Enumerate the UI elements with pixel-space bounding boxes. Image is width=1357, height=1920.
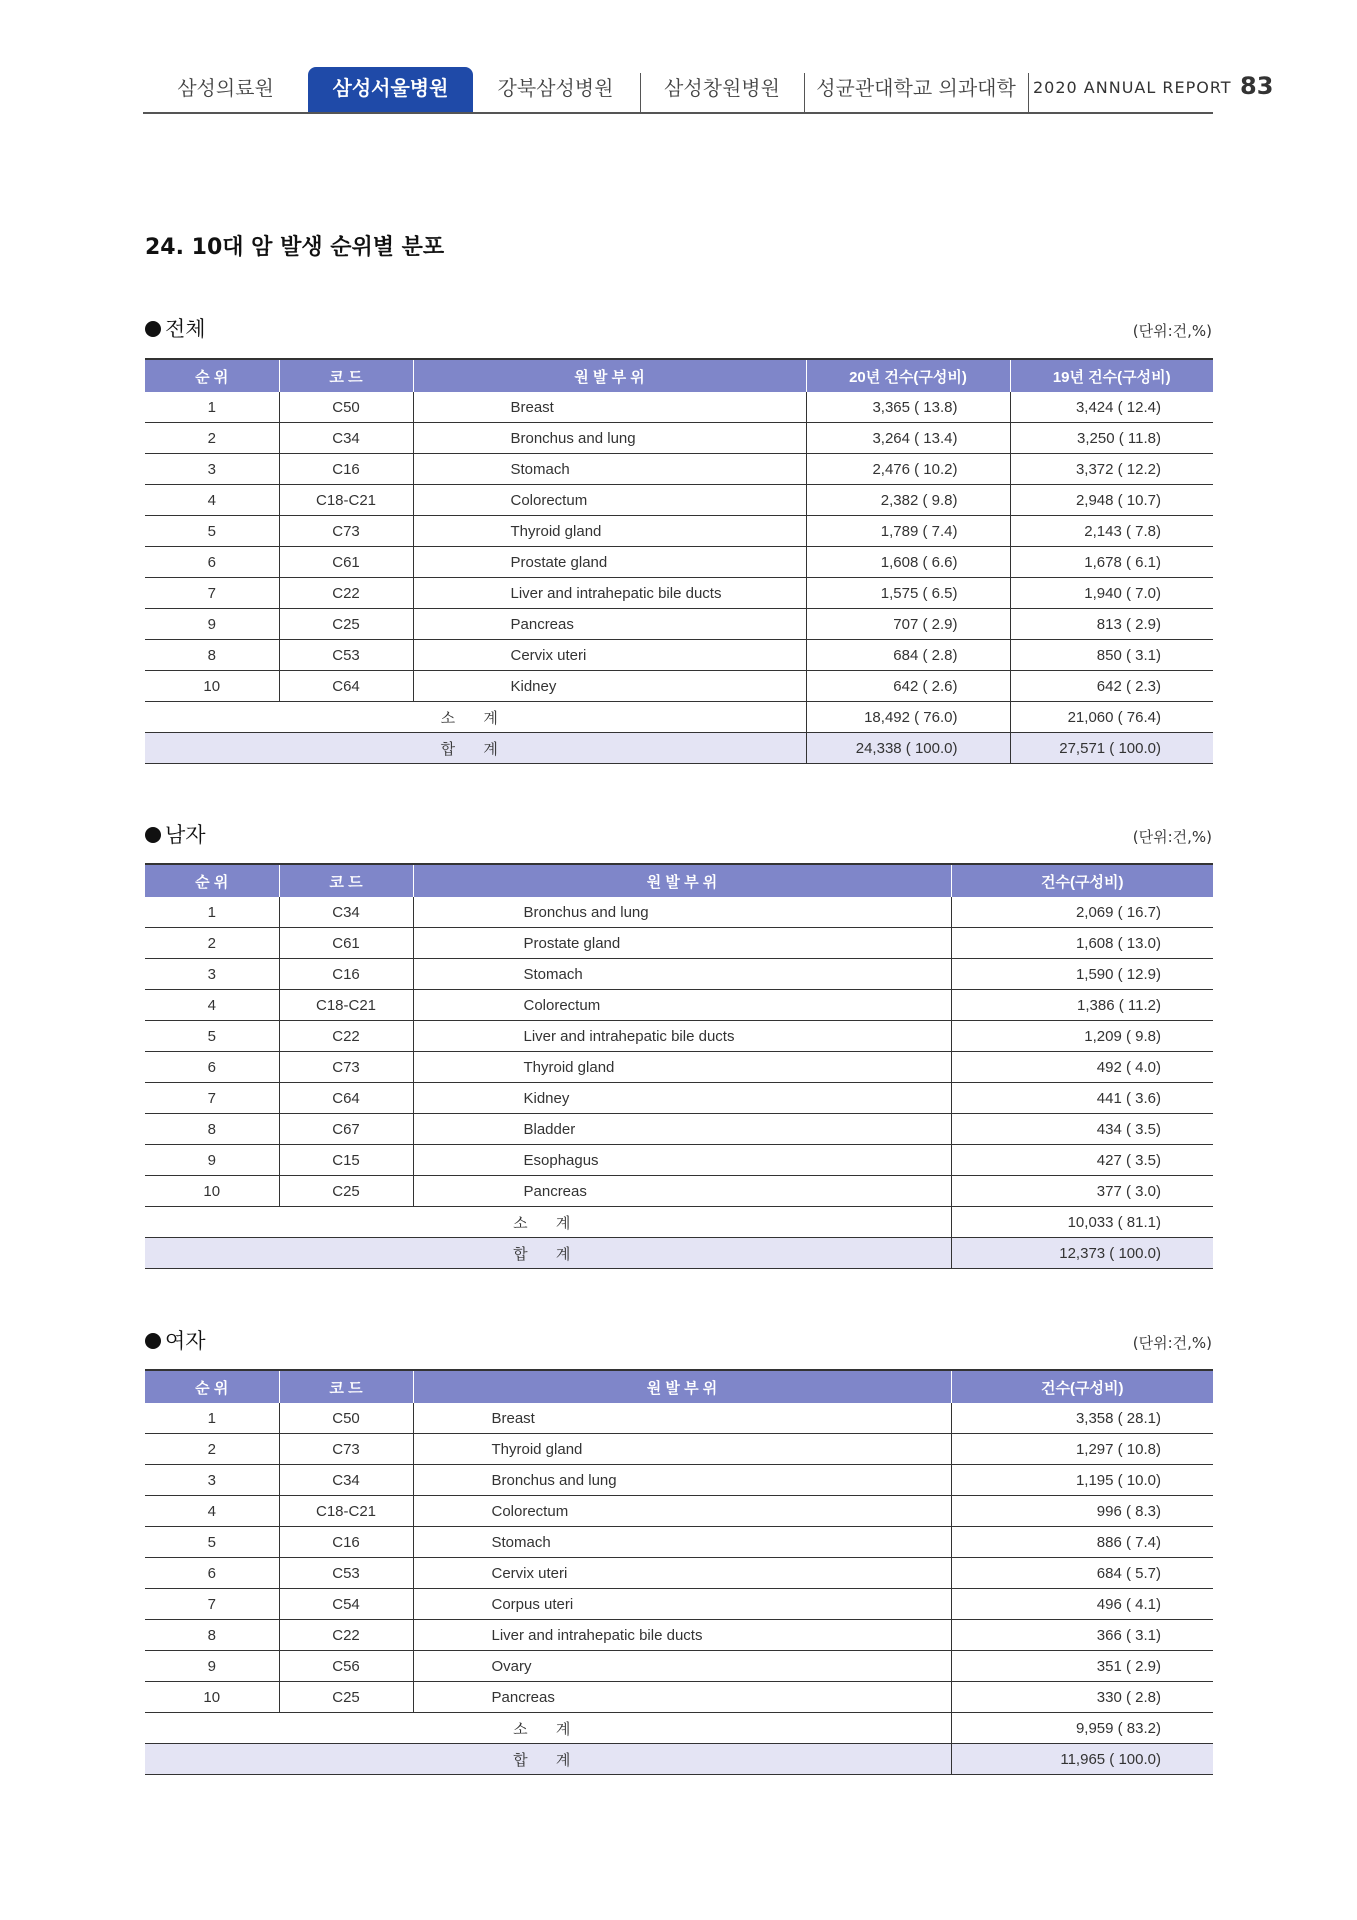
cell-code: C73 <box>279 516 413 547</box>
cell-rank: 5 <box>145 516 279 547</box>
cell-site: Stomach <box>413 1527 951 1558</box>
cell-y19: 1,678 ( 6.1) <box>1010 547 1213 578</box>
cell-rank: 9 <box>145 1651 279 1682</box>
cell-site: Cervix uteri <box>413 1558 951 1589</box>
cell-code: C16 <box>279 1527 413 1558</box>
table-header-row <box>145 864 1213 897</box>
table-row <box>145 1434 1213 1465</box>
subtotal-count: 9,959 ( 83.2) <box>951 1713 1213 1744</box>
tab-skku-medicine[interactable]: 성균관대학교 의과대학 <box>816 76 1016 100</box>
total-2020: 24,338 ( 100.0) <box>806 733 1010 764</box>
total-row <box>145 1238 1213 1269</box>
cell-y19: 3,424 ( 12.4) <box>1010 392 1213 423</box>
cell-count: 427 ( 3.5) <box>951 1145 1213 1176</box>
cell-y19: 642 ( 2.3) <box>1010 671 1213 702</box>
table-row <box>145 423 1213 454</box>
cell-site: Pancreas <box>413 1176 951 1207</box>
cell-site: Prostate gland <box>413 928 951 959</box>
subtotal-row <box>145 1713 1213 1744</box>
cell-count: 1,386 ( 11.2) <box>951 990 1213 1021</box>
page-number: 83 <box>1240 72 1274 100</box>
table-row <box>145 1682 1213 1713</box>
cell-code: C54 <box>279 1589 413 1620</box>
col-header-count: 건수(구성비) <box>951 864 1213 897</box>
subtotal-label: 소 계 <box>145 1207 951 1238</box>
col-header-site: 원 발 부 위 <box>413 864 951 897</box>
cell-y20: 707 ( 2.9) <box>806 609 1010 640</box>
cell-code: C50 <box>279 1403 413 1434</box>
cell-rank: 2 <box>145 928 279 959</box>
table-row <box>145 547 1213 578</box>
table-row <box>145 1114 1213 1145</box>
section-heading-total <box>145 313 206 343</box>
table-row <box>145 671 1213 702</box>
cell-count: 996 ( 8.3) <box>951 1496 1213 1527</box>
cell-rank: 2 <box>145 1434 279 1465</box>
cell-code: C73 <box>279 1434 413 1465</box>
col-header-site: 원 발 부 위 <box>413 359 806 392</box>
cell-site: Pancreas <box>413 609 806 640</box>
cell-code: C61 <box>279 547 413 578</box>
table-row <box>145 928 1213 959</box>
cell-count: 1,590 ( 12.9) <box>951 959 1213 990</box>
unit-note: (단위:건,%) <box>1132 828 1212 846</box>
cell-y20: 2,476 ( 10.2) <box>806 454 1010 485</box>
cell-rank: 6 <box>145 1052 279 1083</box>
table-row <box>145 392 1213 423</box>
cell-code: C67 <box>279 1114 413 1145</box>
cell-rank: 1 <box>145 897 279 928</box>
cell-y20: 3,365 ( 13.8) <box>806 392 1010 423</box>
table-row <box>145 516 1213 547</box>
section-heading-label: 전체 <box>165 317 206 341</box>
cell-code: C56 <box>279 1651 413 1682</box>
section-heading-label: 남자 <box>165 823 206 847</box>
tab-kangbuk-samsung-hospital[interactable]: 강북삼성병원 <box>497 76 614 100</box>
col-header-2020: 20년 건수(구성비) <box>806 359 1010 392</box>
bullet-icon <box>145 321 161 337</box>
cell-rank: 8 <box>145 1620 279 1651</box>
cell-rank: 8 <box>145 1114 279 1145</box>
cell-code: C22 <box>279 1620 413 1651</box>
cell-site: Stomach <box>413 959 951 990</box>
cell-y19: 1,940 ( 7.0) <box>1010 578 1213 609</box>
cell-rank: 7 <box>145 1083 279 1114</box>
cell-site: Thyroid gland <box>413 1052 951 1083</box>
cell-count: 377 ( 3.0) <box>951 1176 1213 1207</box>
cell-code: C34 <box>279 423 413 454</box>
cell-site: Breast <box>413 1403 951 1434</box>
table-row <box>145 1083 1213 1114</box>
cell-site: Ovary <box>413 1651 951 1682</box>
cell-y20: 3,264 ( 13.4) <box>806 423 1010 454</box>
cell-code: C22 <box>279 578 413 609</box>
cell-code: C53 <box>279 1558 413 1589</box>
cell-code: C53 <box>279 640 413 671</box>
cell-site: Bronchus and lung <box>413 423 806 454</box>
col-header-rank: 순 위 <box>145 359 279 392</box>
subtotal-label: 소 계 <box>145 702 806 733</box>
subtotal-label: 소 계 <box>145 1713 951 1744</box>
cell-rank: 8 <box>145 640 279 671</box>
cell-count: 3,358 ( 28.1) <box>951 1403 1213 1434</box>
table-total-cancer-ranking <box>145 358 1213 764</box>
cell-code: C16 <box>279 454 413 485</box>
cell-code: C18-C21 <box>279 990 413 1021</box>
cell-code: C73 <box>279 1052 413 1083</box>
cell-code: C61 <box>279 928 413 959</box>
cell-y19: 3,250 ( 11.8) <box>1010 423 1213 454</box>
page-title: 24. 10대 암 발생 순위별 분포 <box>145 235 445 260</box>
total-row <box>145 733 1213 764</box>
cell-code: C16 <box>279 959 413 990</box>
cell-code: C18-C21 <box>279 485 413 516</box>
cell-rank: 6 <box>145 1558 279 1589</box>
total-2019: 27,571 ( 100.0) <box>1010 733 1213 764</box>
cell-rank: 10 <box>145 1682 279 1713</box>
cell-rank: 3 <box>145 959 279 990</box>
unit-note: (단위:건,%) <box>1132 1334 1212 1352</box>
cell-count: 351 ( 2.9) <box>951 1651 1213 1682</box>
table-row <box>145 1651 1213 1682</box>
total-label: 합 계 <box>145 733 806 764</box>
cell-rank: 1 <box>145 1403 279 1434</box>
cell-rank: 9 <box>145 609 279 640</box>
cell-site: Kidney <box>413 1083 951 1114</box>
col-header-2019: 19년 건수(구성비) <box>1010 359 1213 392</box>
cell-count: 1,297 ( 10.8) <box>951 1434 1213 1465</box>
table-row <box>145 1145 1213 1176</box>
col-header-count: 건수(구성비) <box>951 1370 1213 1403</box>
cell-site: Prostate gland <box>413 547 806 578</box>
cell-rank: 7 <box>145 578 279 609</box>
cell-count: 2,069 ( 16.7) <box>951 897 1213 928</box>
cell-site: Thyroid gland <box>413 1434 951 1465</box>
table-row <box>145 609 1213 640</box>
cell-rank: 4 <box>145 485 279 516</box>
section-heading-male <box>145 819 206 849</box>
cell-y20: 1,608 ( 6.6) <box>806 547 1010 578</box>
cell-rank: 10 <box>145 671 279 702</box>
cell-site: Liver and intrahepatic bile ducts <box>413 1620 951 1651</box>
table-row <box>145 990 1213 1021</box>
cell-rank: 6 <box>145 547 279 578</box>
cell-code: C18-C21 <box>279 1496 413 1527</box>
cell-site: Stomach <box>413 454 806 485</box>
cell-site: Breast <box>413 392 806 423</box>
cell-code: C64 <box>279 671 413 702</box>
table-row <box>145 1176 1213 1207</box>
cell-site: Colorectum <box>413 485 806 516</box>
cell-code: C25 <box>279 1176 413 1207</box>
cell-site: Cervix uteri <box>413 640 806 671</box>
cell-y20: 684 ( 2.8) <box>806 640 1010 671</box>
cell-site: Bronchus and lung <box>413 1465 951 1496</box>
col-header-code: 코 드 <box>279 359 413 392</box>
table-row <box>145 1021 1213 1052</box>
col-header-site: 원 발 부 위 <box>413 1370 951 1403</box>
cell-count: 330 ( 2.8) <box>951 1682 1213 1713</box>
total-count: 12,373 ( 100.0) <box>951 1238 1213 1269</box>
table-row <box>145 959 1213 990</box>
cell-rank: 5 <box>145 1527 279 1558</box>
col-header-rank: 순 위 <box>145 864 279 897</box>
cell-y20: 1,789 ( 7.4) <box>806 516 1010 547</box>
tab-samsung-medical-center[interactable]: 삼성의료원 <box>177 76 274 100</box>
cell-y19: 2,948 ( 10.7) <box>1010 485 1213 516</box>
cell-y19: 2,143 ( 7.8) <box>1010 516 1213 547</box>
table-row <box>145 1496 1213 1527</box>
cell-count: 1,209 ( 9.8) <box>951 1021 1213 1052</box>
cell-site: Thyroid gland <box>413 516 806 547</box>
col-header-code: 코 드 <box>279 864 413 897</box>
cell-rank: 5 <box>145 1021 279 1052</box>
table-row <box>145 1403 1213 1434</box>
table-row <box>145 578 1213 609</box>
cell-rank: 3 <box>145 1465 279 1496</box>
cell-count: 1,608 ( 13.0) <box>951 928 1213 959</box>
cell-site: Esophagus <box>413 1145 951 1176</box>
cell-site: Kidney <box>413 671 806 702</box>
cell-count: 366 ( 3.1) <box>951 1620 1213 1651</box>
table-header-row <box>145 1370 1213 1403</box>
cell-count: 1,195 ( 10.0) <box>951 1465 1213 1496</box>
tab-samsung-changwon-hospital[interactable]: 삼성창원병원 <box>664 76 780 100</box>
cell-count: 492 ( 4.0) <box>951 1052 1213 1083</box>
cell-site: Pancreas <box>413 1682 951 1713</box>
table-row <box>145 1589 1213 1620</box>
unit-note: (단위:건,%) <box>1132 322 1212 340</box>
table-male-cancer-ranking <box>145 863 1213 1269</box>
cell-site: Colorectum <box>413 1496 951 1527</box>
cell-code: C22 <box>279 1021 413 1052</box>
table-row <box>145 897 1213 928</box>
table-row <box>145 1465 1213 1496</box>
cell-rank: 7 <box>145 1589 279 1620</box>
cell-y20: 2,382 ( 9.8) <box>806 485 1010 516</box>
cell-rank: 3 <box>145 454 279 485</box>
cell-y19: 850 ( 3.1) <box>1010 640 1213 671</box>
cell-count: 441 ( 3.6) <box>951 1083 1213 1114</box>
table-row <box>145 454 1213 485</box>
cell-site: Bladder <box>413 1114 951 1145</box>
col-header-code: 코 드 <box>279 1370 413 1403</box>
table-row <box>145 485 1213 516</box>
table-header-row <box>145 359 1213 392</box>
cell-rank: 4 <box>145 990 279 1021</box>
cell-code: C34 <box>279 1465 413 1496</box>
cell-site: Bronchus and lung <box>413 897 951 928</box>
cell-y19: 3,372 ( 12.2) <box>1010 454 1213 485</box>
total-label: 합 계 <box>145 1744 951 1775</box>
subtotal-2020: 18,492 ( 76.0) <box>806 702 1010 733</box>
cell-rank: 9 <box>145 1145 279 1176</box>
subtotal-row <box>145 702 1213 733</box>
cell-rank: 10 <box>145 1176 279 1207</box>
cell-code: C15 <box>279 1145 413 1176</box>
cell-code: C25 <box>279 1682 413 1713</box>
cell-y20: 642 ( 2.6) <box>806 671 1010 702</box>
cell-site: Colorectum <box>413 990 951 1021</box>
table-female-cancer-ranking <box>145 1369 1213 1775</box>
table-row <box>145 640 1213 671</box>
cell-code: C64 <box>279 1083 413 1114</box>
cell-site: Liver and intrahepatic bile ducts <box>413 1021 951 1052</box>
total-label: 합 계 <box>145 1238 951 1269</box>
table-row <box>145 1558 1213 1589</box>
cell-count: 886 ( 7.4) <box>951 1527 1213 1558</box>
annual-report-label: 2020 ANNUAL REPORT <box>1033 78 1232 97</box>
cell-y19: 813 ( 2.9) <box>1010 609 1213 640</box>
cell-rank: 1 <box>145 392 279 423</box>
cell-code: C34 <box>279 897 413 928</box>
cell-site: Corpus uteri <box>413 1589 951 1620</box>
cell-rank: 2 <box>145 423 279 454</box>
total-row <box>145 1744 1213 1775</box>
col-header-rank: 순 위 <box>145 1370 279 1403</box>
table-row <box>145 1052 1213 1083</box>
subtotal-row <box>145 1207 1213 1238</box>
tab-samsung-seoul-hospital[interactable]: 삼성서울병원 <box>308 67 473 112</box>
section-heading-label: 여자 <box>165 1329 206 1353</box>
cell-count: 496 ( 4.1) <box>951 1589 1213 1620</box>
tab-divider <box>1028 73 1029 113</box>
cell-rank: 4 <box>145 1496 279 1527</box>
subtotal-2019: 21,060 ( 76.4) <box>1010 702 1213 733</box>
cell-y20: 1,575 ( 6.5) <box>806 578 1010 609</box>
table-row <box>145 1527 1213 1558</box>
cell-site: Liver and intrahepatic bile ducts <box>413 578 806 609</box>
table-row <box>145 1620 1213 1651</box>
cell-count: 684 ( 5.7) <box>951 1558 1213 1589</box>
cell-code: C50 <box>279 392 413 423</box>
total-count: 11,965 ( 100.0) <box>951 1744 1213 1775</box>
section-heading-female <box>145 1325 206 1355</box>
subtotal-count: 10,033 ( 81.1) <box>951 1207 1213 1238</box>
bullet-icon <box>145 1333 161 1349</box>
cell-count: 434 ( 3.5) <box>951 1114 1213 1145</box>
cell-code: C25 <box>279 609 413 640</box>
bullet-icon <box>145 827 161 843</box>
